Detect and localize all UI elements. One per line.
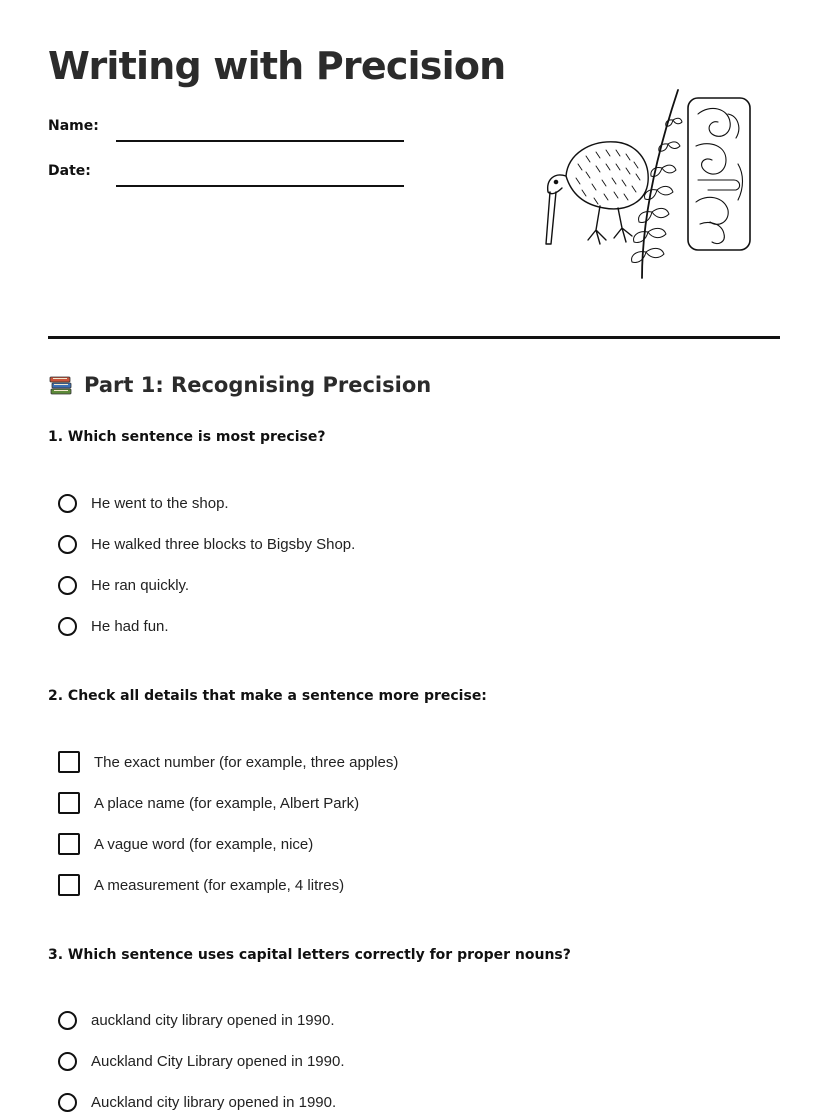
date-label: Date: bbox=[48, 163, 91, 179]
option-text: Auckland city library opened in 1990. bbox=[91, 1093, 337, 1111]
q1-option-4[interactable] bbox=[58, 614, 169, 638]
date-field[interactable] bbox=[48, 163, 404, 179]
radio-button[interactable] bbox=[58, 576, 77, 595]
name-line[interactable] bbox=[116, 140, 404, 142]
radio-button[interactable] bbox=[58, 617, 77, 636]
checkbox[interactable] bbox=[58, 751, 80, 773]
option-text: A measurement (for example, 4 litres) bbox=[94, 876, 345, 894]
option-text: The exact number (for example, three apples) bbox=[94, 753, 399, 771]
q3-option-1[interactable] bbox=[58, 1008, 335, 1032]
checkbox[interactable] bbox=[58, 833, 80, 855]
checkbox[interactable] bbox=[58, 792, 80, 814]
radio-button[interactable] bbox=[58, 535, 77, 554]
q2-option-3[interactable] bbox=[58, 832, 313, 856]
q2-option-1[interactable] bbox=[58, 750, 398, 774]
question-1: 1. Which sentence is most precise? bbox=[48, 429, 326, 445]
option-text: He had fun. bbox=[91, 617, 169, 635]
q1-option-2[interactable] bbox=[58, 532, 355, 556]
q2-option-4[interactable] bbox=[58, 873, 344, 897]
question-3: 3. Which sentence uses capital letters correctly for proper nouns? bbox=[48, 947, 571, 963]
q3-option-2[interactable] bbox=[58, 1049, 345, 1073]
books-icon bbox=[48, 372, 74, 398]
question-2: 2. Check all details that make a sentence more precise: bbox=[48, 688, 487, 704]
option-text: Auckland City Library opened in 1990. bbox=[91, 1052, 345, 1070]
option-text: He walked three blocks to Bigsby Shop. bbox=[91, 535, 356, 553]
checkbox[interactable] bbox=[58, 874, 80, 896]
option-text: A vague word (for example, nice) bbox=[94, 835, 314, 853]
option-text: A place name (for example, Albert Park) bbox=[94, 794, 360, 812]
kiwi-fern-carving-illustration bbox=[538, 84, 758, 284]
radio-button[interactable] bbox=[58, 1052, 77, 1071]
q1-option-1[interactable] bbox=[58, 491, 229, 515]
q3-option-3[interactable] bbox=[58, 1090, 336, 1114]
radio-button[interactable] bbox=[58, 1093, 77, 1112]
date-line[interactable] bbox=[116, 185, 404, 187]
part1-heading-text: Part 1: Recognising Precision bbox=[84, 373, 432, 397]
radio-button[interactable] bbox=[58, 1011, 77, 1030]
option-text: He ran quickly. bbox=[91, 576, 190, 594]
option-text: He went to the shop. bbox=[91, 494, 229, 512]
part1-heading bbox=[48, 372, 431, 398]
q2-option-2[interactable] bbox=[58, 791, 359, 815]
name-label: Name: bbox=[48, 118, 99, 134]
name-field[interactable] bbox=[48, 118, 404, 134]
option-text: auckland city library opened in 1990. bbox=[91, 1011, 335, 1029]
q1-option-3[interactable] bbox=[58, 573, 189, 597]
radio-button[interactable] bbox=[58, 494, 77, 513]
section-divider bbox=[48, 336, 780, 339]
worksheet-title: Writing with Precision bbox=[48, 44, 506, 88]
